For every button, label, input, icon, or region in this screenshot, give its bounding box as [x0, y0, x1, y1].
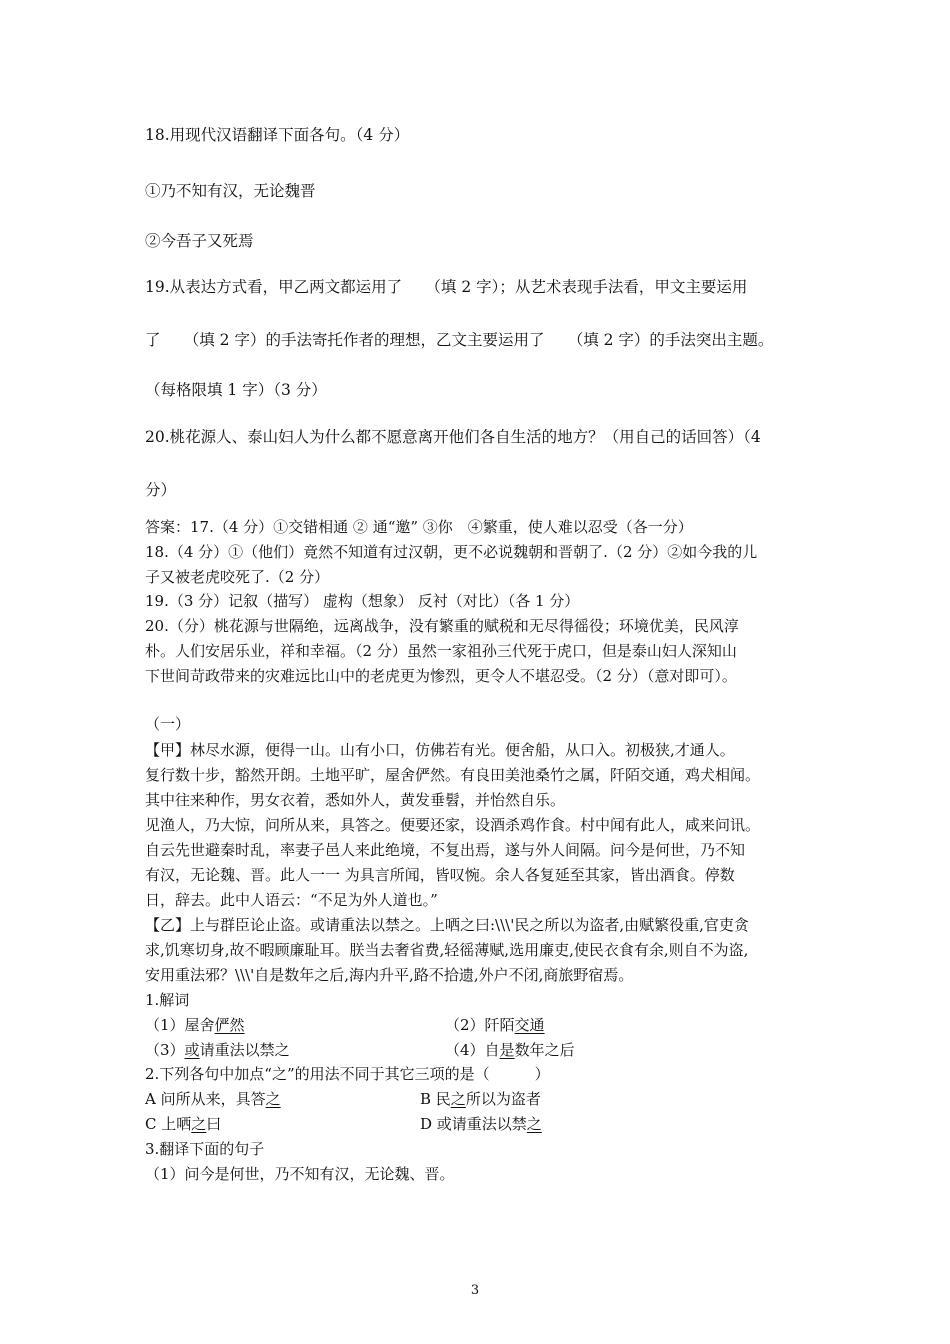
answer-18-line-2: 子又被老虎咬死了.（2 分）: [145, 568, 330, 586]
passage-jia-line-6: 有汉，无论魏、晋。此人一一 为具言所闻，皆叹惋。余人各复延至其家，皆出酒食。停数: [145, 866, 735, 884]
q20-line-2: 分）: [145, 481, 177, 499]
ex3-title: 3.翻译下面的句子: [145, 1140, 265, 1158]
ex2-option-c: C 上哂之曰: [145, 1115, 222, 1133]
q19-line-1: 19.从表达方式看，甲乙两文都运用了 （填 2 字）；从艺术表现手法看，甲文主要运用: [145, 278, 748, 296]
passage-jia-line-4: 见渔人，乃大惊，问所从来，具答之。便要还家，设酒杀鸡作食。村中闻有此人，咸来问讯。: [145, 816, 761, 834]
ex2-title: 2.下列各句中加点“之”的用法不同于其它三项的是（ ）: [145, 1065, 550, 1083]
ex1-item-1: （1）屋舍俨然: [145, 1016, 245, 1034]
answer-20-line-2: 朴。人们安居乐业，祥和幸福。（2 分）虽然一家祖孙三代死于虎口，但是泰山妇人深知山: [145, 642, 737, 660]
answer-20-line-3: 下世间苛政带来的灾难远比山中的老虎更为惨烈，更令人不堪忍受。（2 分）（意对即可）。: [145, 667, 737, 685]
passage-jia-line-2: 复行数十步，豁然开朗。土地平旷，屋舍俨然。有良田美池桑竹之属，阡陌交通，鸡犬相闻。: [145, 766, 761, 784]
answer-18-line-1: 18.（4 分）①（他们）竟然不知道有过汉朝，更不必说魏朝和晋朝了.（2 分）②如今我的儿: [145, 543, 758, 561]
q18-title: 18.用现代汉语翻译下面各句。（4 分）: [145, 126, 410, 144]
ex2-option-d: D 或请重法以禁之: [420, 1115, 542, 1133]
ex1-title: 1.解词: [145, 991, 190, 1009]
q19-line-2: 了 （填 2 字）的手法寄托作者的理想，乙文主要运用了 （填 2 字）的手法突出主题。: [145, 331, 774, 349]
q18-sentence-1: ①乃不知有汉，无论魏晋: [145, 182, 316, 200]
ex2-option-a: A 问所从来，具答之: [145, 1090, 281, 1108]
passage-jia-line-5: 自云先世避秦时乱，率妻子邑人来此绝境，不复出焉，遂与外人间隔。问今是何世，乃不知: [145, 841, 746, 859]
passage-jia-line-3: 其中往来种作，男女衣着，悉如外人，黄发垂髫，并怡然自乐。: [145, 791, 566, 809]
ex2-option-b: B 民之所以为盗者: [420, 1090, 541, 1108]
passage-jia-line-1: 【甲】林尽水源，便得一山。山有小口，仿佛若有光。便舍船，从口入。初极狭,才通人。: [145, 741, 735, 759]
answer-17: 答案：17.（4 分）①交错相通 ② 通“邀” ③你 ④繁重，使人难以忍受（各一分）: [145, 518, 693, 536]
passage-yi-line-1: 【乙】上与群臣论止盗。或请重法以禁之。上哂之曰:\\\'民之所以为盗者,由赋繁役重,官吏贪: [145, 916, 749, 934]
passage-yi-line-2: 求,饥寒切身,故不暇顾廉耻耳。朕当去奢省费,轻徭薄赋,选用廉吏,使民衣食有余,则自不为盗,: [145, 941, 749, 959]
q20-line-1: 20.桃花源人、泰山妇人为什么都不愿意离开他们各自生活的地方？（用自己的话回答）（4: [145, 428, 761, 446]
ex1-item-2: （2）阡陌交通: [445, 1016, 545, 1034]
ex3-item-1: （1）问今是何世，乃不知有汉，无论魏、晋。: [145, 1165, 455, 1183]
q18-sentence-2: ②今吾子又死焉: [145, 232, 254, 250]
passage-yi-line-3: 安用重法邪？\\\'自是数年之后,海内升平,路不拾遗,外户不闭,商旅野宿焉。: [145, 966, 634, 984]
ex1-item-3: （3）或请重法以禁之: [145, 1041, 290, 1059]
page-number: 3: [470, 1283, 480, 1298]
answer-20-line-1: 20.（分）桃花源与世隔绝，远离战争，没有繁重的赋税和无尽得徭役；环境优美，民风淳: [145, 617, 739, 635]
answer-19: 19.（3 分）记叙（描写） 虚构（想象） 反衬（对比）（各 1 分）: [145, 592, 580, 610]
ex1-item-4: （4）自是数年之后: [445, 1041, 575, 1059]
section-label: （一）: [145, 715, 191, 733]
q19-line-3: （每格限填 1 字）（3 分）: [145, 381, 327, 399]
passage-jia-line-7: 日，辞去。此中人语云：“不足为外人道也。”: [145, 891, 438, 909]
